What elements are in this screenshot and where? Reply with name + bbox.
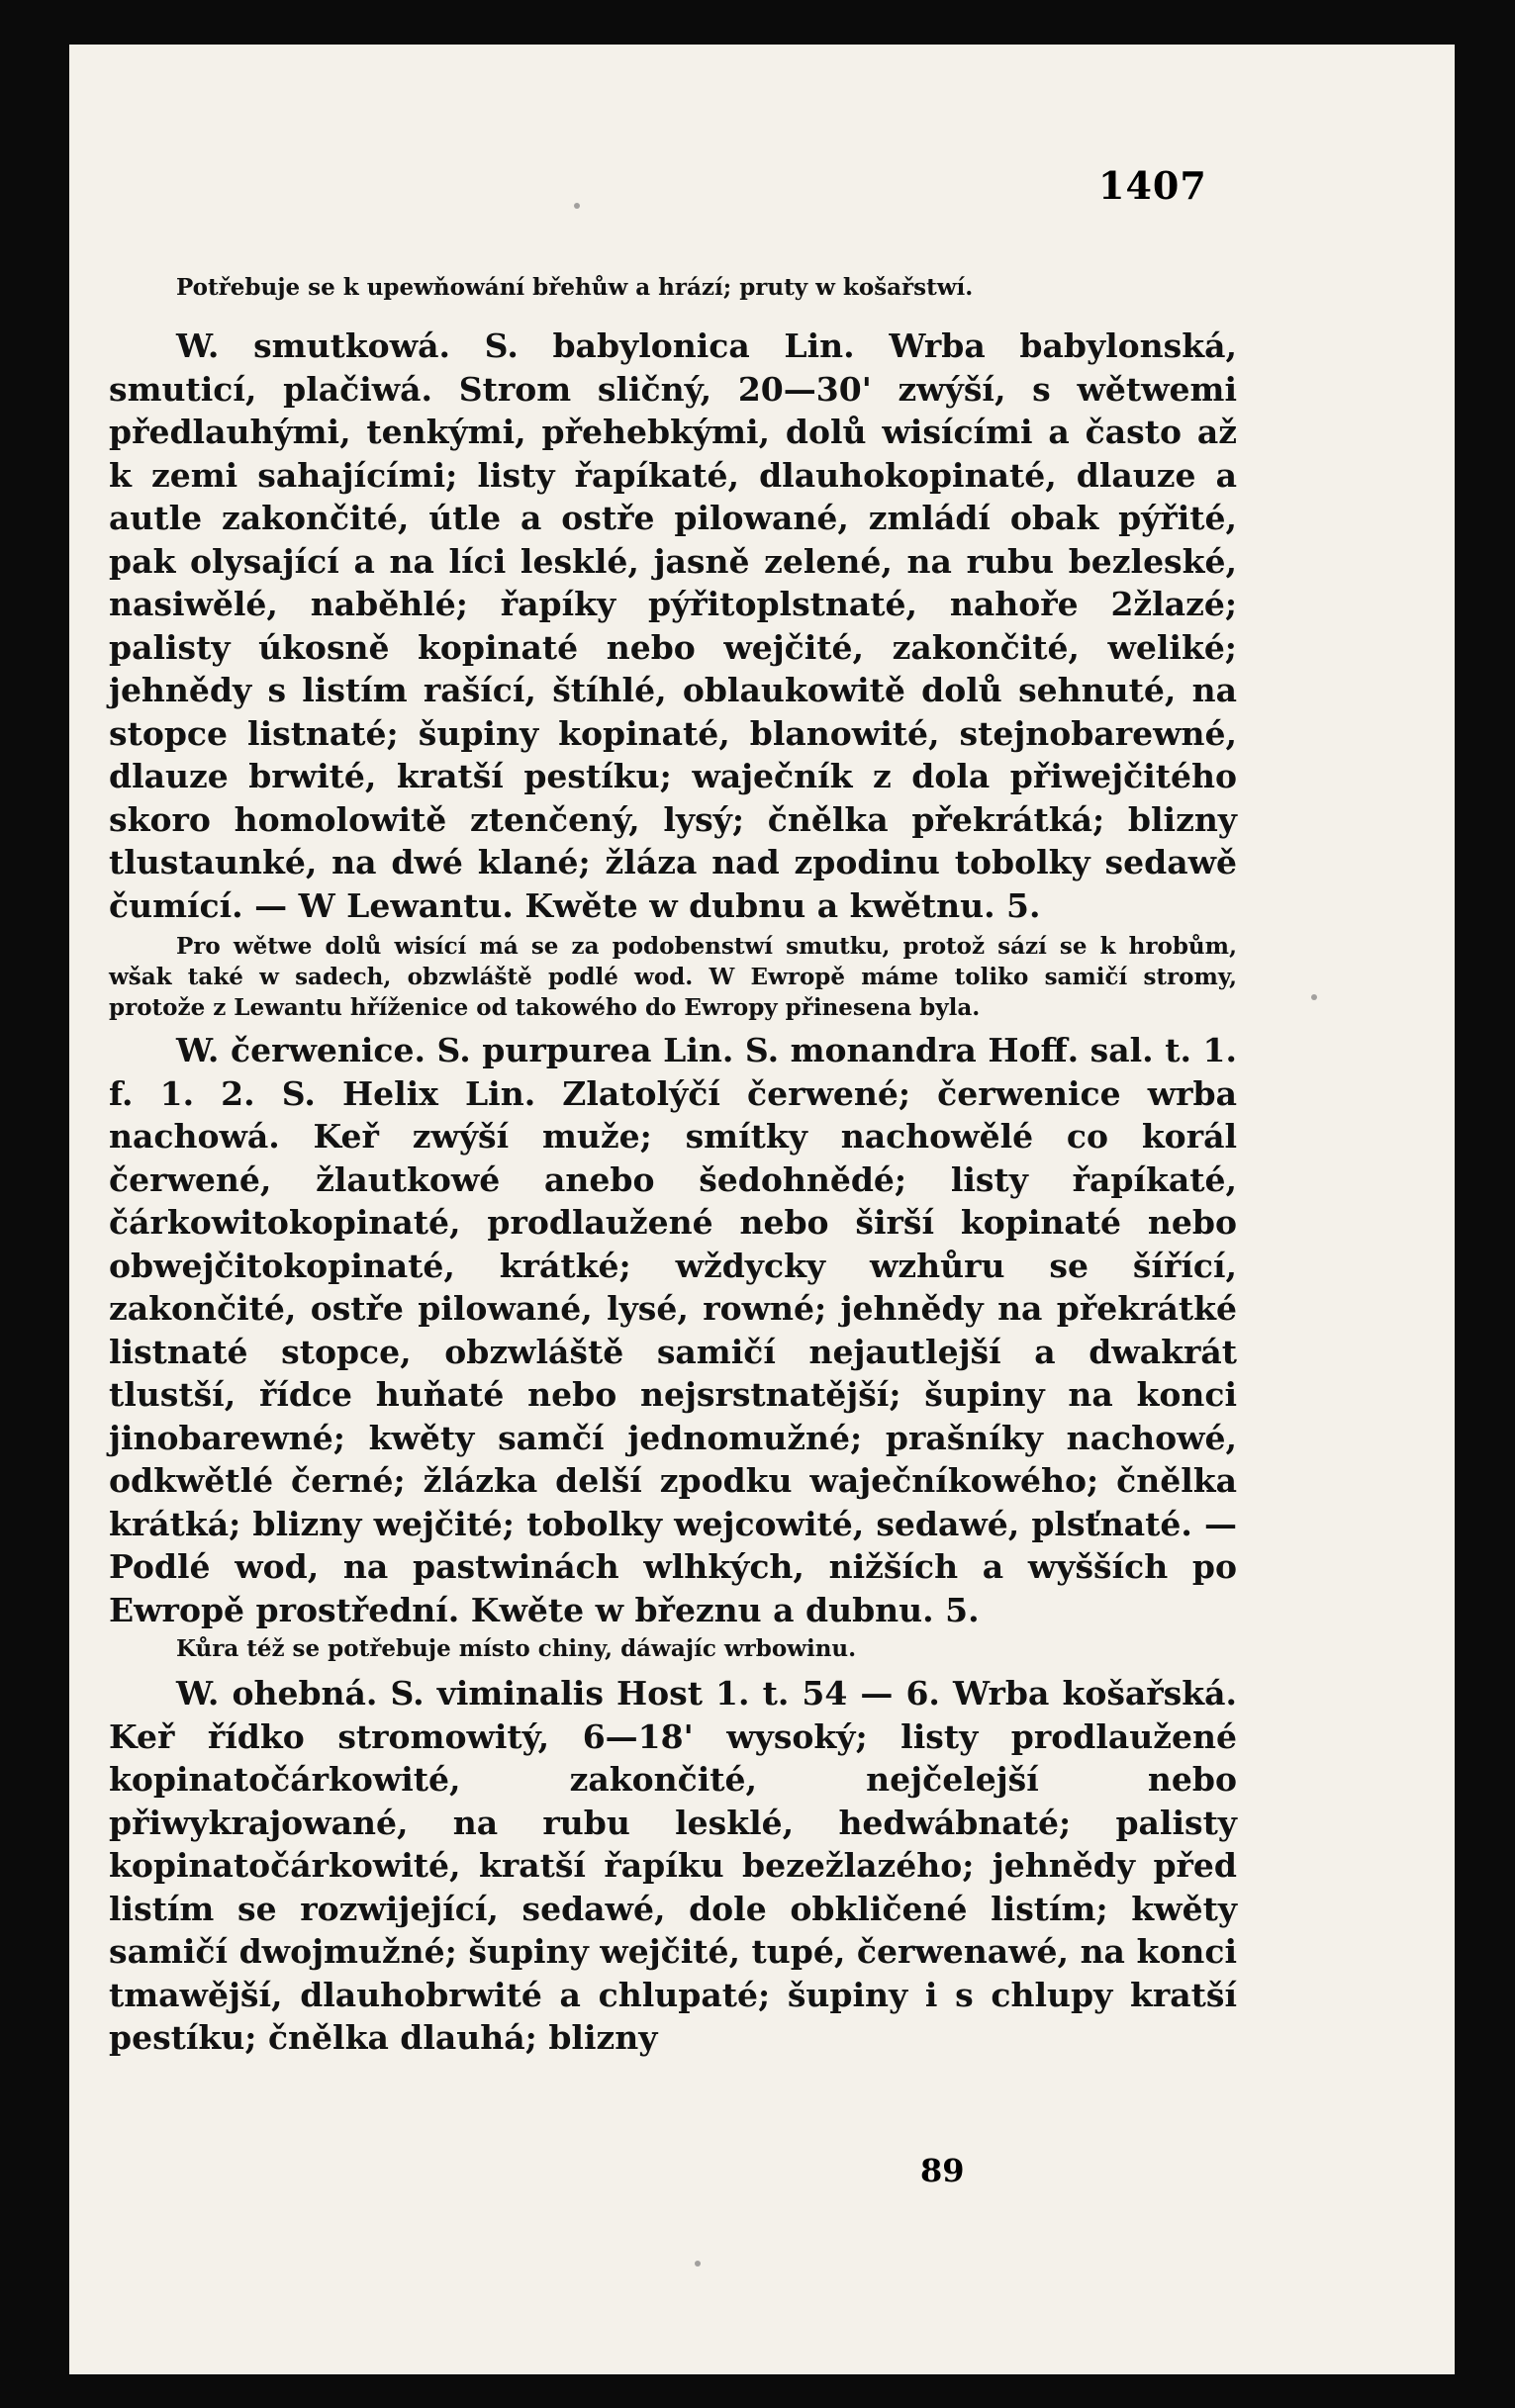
note-middle: Pro wětwe dolů wisící má se za podobenstwí smutku, protož sází se k hrobům, wšak také w sadech, obzwláště podlé wod. W Ewropě máme toliko samičí stromy, protože z Lewantu hříženice od takowého do Ewropy přinesena byla. [109,933,1237,1021]
text-body [109,272,1237,2060]
page-speck [574,203,580,209]
book-page [69,45,1455,2374]
page-speck [1311,994,1317,1000]
entry-purple-willow: W. čerwenice. S. purpurea Lin. S. monandra Hoff. sal. t. 1. f. 1. 2. S. Helix Lin. Zlatolýčí čerwené; čerwenice wrba nachowá. Keř zwýší muže; smítky nachowělé co korál čerwené, žlautkowé anebo šedohnědé; listy řapíkaté, čárkowitokopinaté, prodlaužené nebo širší kopinaté nebo obwejčitokopinaté, krátké; wždycky wzhůru se šířící, zakončité, ostře pilowané, lysé, rowné; jehnědy na překrátké listnaté stopce, obzwláště samičí nejautlejší a dwakrát tlustší, řídce huňaté nebo nejsrstnatější; šupiny na konci jinobarewné; kwěty samčí jednomužné; prašníky nachowé, odkwětlé černé; žlázka delší zpodku waječníkowého; čnělka krátká; blizny wejčité; tobolky wejcowité, sedawé, plsťnaté. — Podlé wod, na pastwinách wlhkých, nižších a wyšších po Ewropě prostřední. Kwěte w březnu a dubnu. 5. [109,1031,1237,1629]
entry-osier-willow: W. ohebná. S. viminalis Host 1. t. 54 — 6. Wrba košařská. Keř řídko stromowitý, 6—18' wysoký; listy prodlaužené kopinatočárkowité, zakončité, nejčelejší nebo přiwykrajowané, na rubu lesklé, hedwábnaté; palisty kopinatočárkowité, kratší řapíku bezežlazého; jehnědy před listím se rozwijející, sedawé, dole obkličené listím; kwěty samičí dwojmužné; šupiny wejčité, tupé, čerwenawé, na konci tmawější, dlauhobrwité a chlupaté; šupiny i s chlupy kratší pestíku; čnělka dlauhá; blizny [109,1674,1237,2057]
note-top: Potřebuje se k upewňowání břehůw a hrází; pruty w košařstwí. [176,274,974,301]
entry-weeping-willow: W. smutkowá. S. babylonica Lin. Wrba babylonská, smuticí, plačiwá. Strom sličný, 20—30' zwýší, s wětwemi předlauhými, tenkými, přehebkými, dolů wisícími a často až k zemi sahajícími; listy řapíkaté, dlauhokopinaté, dlauze a autle zakončité, útle a ostře pilowané, zmládí obak pýřité, pak olysající a na líci lesklé, jasně zelené, na rubu bezleské, nasiwělé, naběhlé; řapíky pýřitoplstnaté, nahoře 2žlazé; palisty úkosně kopinaté nebo wejčité, zakončité, weliké; jehnědy s listím rašící, štíhlé, oblaukowitě dolů sehnuté, na stopce listnaté; šupiny kopinaté, blanowité, stejnobarewné, dlauze brwité, kratší pestíku; waječník z dola přiwejčitého skoro homolowitě ztenčený, lysý; čnělka překrátká; blizny tlustaunké, na dwé klané; žláza nad zpodinu tobolky sedawě čumící. — W Lewantu. Kwěte w dubnu a kwětnu. 5. [109,326,1237,925]
signature-mark: 89 [920,2152,965,2189]
note-bottom: Kůra též se potřebuje místo chiny, dáwajíc wrbowinu. [176,1635,857,1662]
page-number: 1407 [1098,163,1207,208]
page-speck [695,2261,701,2267]
